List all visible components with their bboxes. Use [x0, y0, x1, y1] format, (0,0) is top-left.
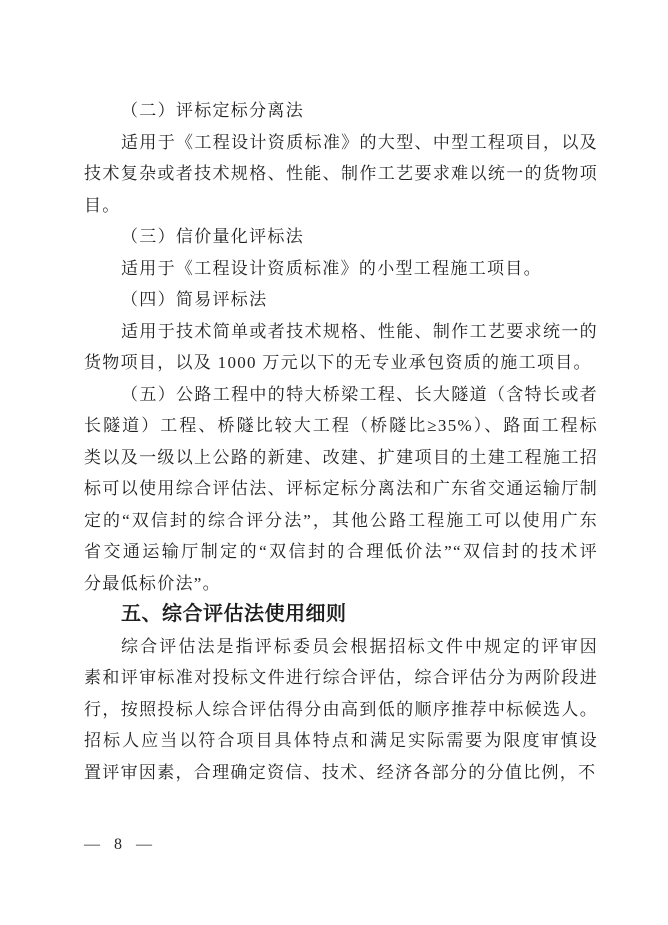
text-line: 目。 — [84, 195, 121, 215]
page-footer — [84, 836, 154, 854]
paragraph — [84, 631, 598, 789]
text-line: 适用于技术简单或者技术规格、性能、制作工艺要求统一的 — [121, 321, 598, 341]
text-line: 五、综合评估法使用细则 — [121, 603, 347, 625]
text-line: 行，按照投标人综合评估得分由高到低的顺序推荐中标候选人。 — [84, 699, 598, 719]
text-line: 省交通运输厅制定的“双信封的合理低价法”“双信封的技术评 — [84, 542, 598, 561]
document-content — [84, 95, 598, 788]
text-line: 分最低标价法”。 — [84, 573, 221, 593]
paragraph — [84, 379, 598, 600]
text-line: （五）公路工程中的特大桥梁工程、长大隧道（含特长或者 — [121, 384, 598, 404]
text-line: 定的“双信封的综合评分法”，其他公路工程施工可以使用广东 — [84, 510, 598, 530]
text-line: （四）简易评标法 — [121, 290, 268, 309]
page-number: — 8 — — [84, 836, 154, 853]
text-line: 置评审因素，合理确定资信、技术、经济各部分的分值比例，不 — [84, 762, 597, 782]
text-line: 素和评审标准对投标文件进行综合评估，综合评估分为两阶段进 — [84, 668, 598, 687]
text-line: 长隧道）工程、桥隧比较大工程（桥隧比≥35%）、路面工程标 — [84, 416, 598, 435]
subsection-heading — [84, 95, 598, 127]
paragraph — [84, 127, 598, 222]
text-line: （三）信价量化评标法 — [121, 227, 304, 246]
paragraph — [84, 253, 598, 285]
subsection-heading — [84, 221, 598, 253]
subsection-heading — [84, 284, 598, 316]
text-line: 适用于《工程设计资质标准》的小型工程施工项目。 — [121, 258, 542, 278]
text-line: 类以及一级以上公路的新建、改建、扩建项目的土建工程施工招 — [84, 447, 598, 467]
text-line: 标可以使用综合评估法、评标定标分离法和广东省交通运输厅制 — [84, 479, 598, 498]
text-line: 适用于《工程设计资质标准》的大型、中型工程项目，以及 — [121, 132, 598, 152]
section-heading — [84, 599, 598, 631]
paragraph — [84, 316, 598, 379]
text-line: 货物项目，以及 1000 万元以下的无专业承包资质的施工项目。 — [84, 353, 592, 372]
text-line: 技术复杂或者技术规格、性能、制作工艺要求难以统一的货物项 — [84, 164, 598, 183]
text-line: 招标人应当以符合项目具体特点和满足实际需要为限度审慎设 — [84, 731, 598, 750]
text-line: （二）评标定标分离法 — [121, 101, 304, 120]
text-line: 综合评估法是指评标委员会根据招标文件中规定的评审因 — [121, 636, 598, 656]
